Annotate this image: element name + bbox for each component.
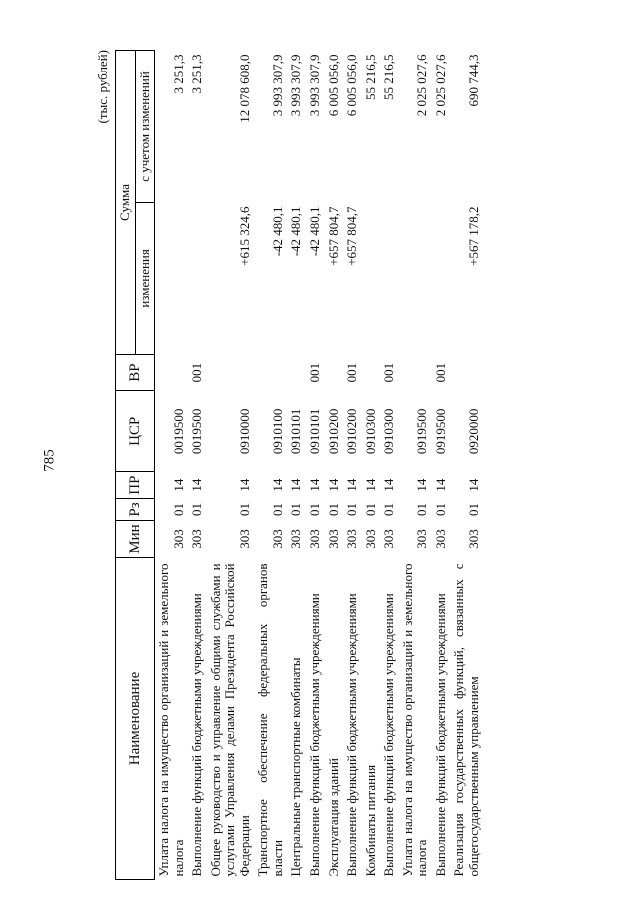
header-sum: Сумма bbox=[116, 51, 136, 355]
row-change bbox=[155, 202, 189, 354]
row-vr: 001 bbox=[189, 362, 205, 383]
row-change: -42 480,1 bbox=[288, 206, 304, 257]
row-change bbox=[380, 202, 399, 354]
row-rz: 01 bbox=[307, 502, 323, 516]
row-csr: 0910100 bbox=[269, 408, 285, 455]
row-rz: 01 bbox=[465, 502, 481, 516]
header-pr: ПР bbox=[116, 472, 155, 499]
row-vr bbox=[287, 354, 306, 390]
row-change: +615 324,6 bbox=[236, 206, 252, 266]
row-min: 303 bbox=[432, 529, 448, 549]
row-total: 3 251,3 bbox=[170, 54, 186, 94]
row-vr: 001 bbox=[307, 362, 323, 383]
row-min: 303 bbox=[170, 529, 186, 549]
row-rz: 01 bbox=[288, 502, 304, 516]
table-body bbox=[155, 51, 484, 880]
table-row bbox=[188, 51, 207, 880]
row-name: Выполнение функций бюджетными учреждениями bbox=[344, 593, 360, 877]
row-pr: 14 bbox=[189, 478, 205, 492]
row-vr bbox=[325, 354, 344, 390]
row-vr bbox=[399, 354, 432, 390]
row-rz: 01 bbox=[432, 502, 448, 516]
row-name: Общее руководство и управление общими службами и услугами Управления делами Президента Российской Федерации bbox=[207, 563, 252, 877]
row-pr: 14 bbox=[414, 478, 430, 492]
row-name: Комбинаты питания bbox=[362, 764, 378, 877]
row-total: 6 005 056,0 bbox=[325, 54, 341, 117]
row-csr: 0910101 bbox=[307, 408, 323, 455]
budget-table bbox=[115, 50, 483, 880]
row-min: 303 bbox=[189, 529, 205, 549]
row-vr: 001 bbox=[432, 362, 448, 383]
row-name: Уплата налога на имущество организаций и земельного налога bbox=[156, 563, 186, 877]
row-total: 2 025 027,6 bbox=[432, 54, 448, 117]
row-name: Реализация государственных функций, связанных с общегосударственным управлением bbox=[451, 563, 481, 877]
row-csr: 0910200 bbox=[344, 408, 360, 455]
row-csr: 0910300 bbox=[381, 408, 397, 455]
row-vr: 001 bbox=[381, 362, 397, 383]
row-change: +567 178,2 bbox=[465, 206, 481, 266]
table-row bbox=[450, 51, 483, 880]
row-total: 3 993 307,9 bbox=[288, 54, 304, 117]
row-name: Транспортное обеспечение федеральных органов власти bbox=[255, 563, 285, 877]
row-pr: 14 bbox=[325, 478, 341, 492]
row-csr: 0910000 bbox=[236, 408, 252, 455]
row-vr bbox=[207, 354, 255, 390]
row-rz: 01 bbox=[170, 502, 186, 516]
row-rz: 01 bbox=[362, 502, 378, 516]
units-label: (тыс. рублей) bbox=[95, 50, 110, 124]
rotated-page-content bbox=[95, 40, 600, 880]
row-change: -42 480,1 bbox=[307, 206, 323, 257]
row-pr: 14 bbox=[269, 478, 285, 492]
table-row bbox=[306, 51, 325, 880]
table-row bbox=[343, 51, 362, 880]
row-rz: 01 bbox=[414, 502, 430, 516]
row-csr: 0910101 bbox=[288, 408, 304, 455]
row-name: Центральные транспортные комбинаты bbox=[288, 657, 304, 877]
row-pr: 14 bbox=[170, 478, 186, 492]
row-change: +657 804,7 bbox=[344, 206, 360, 266]
row-name: Уплата налога на имущество организаций и земельного налога bbox=[399, 563, 430, 877]
row-min: 303 bbox=[344, 529, 360, 549]
table-row bbox=[287, 51, 306, 880]
table-row bbox=[155, 51, 189, 880]
row-total: 3 993 307,9 bbox=[307, 54, 323, 117]
row-pr: 14 bbox=[236, 478, 252, 492]
row-min: 303 bbox=[236, 529, 252, 549]
row-total: 55 216,5 bbox=[362, 54, 378, 100]
row-pr: 14 bbox=[432, 478, 448, 492]
table-row bbox=[325, 51, 344, 880]
row-min: 303 bbox=[288, 529, 304, 549]
row-vr bbox=[450, 354, 483, 390]
row-rz: 01 bbox=[325, 502, 341, 516]
header-change: изменения bbox=[135, 202, 155, 354]
row-min: 303 bbox=[362, 529, 378, 549]
header-rz: Рз bbox=[116, 498, 155, 520]
row-rz: 01 bbox=[344, 502, 360, 516]
row-csr: 0019500 bbox=[170, 408, 186, 455]
header-min: Мин bbox=[116, 521, 155, 558]
page-number: 785 bbox=[41, 449, 58, 472]
row-min: 303 bbox=[414, 529, 430, 549]
row-total: 3 993 307,9 bbox=[269, 54, 285, 117]
row-pr: 14 bbox=[307, 478, 323, 492]
row-min: 303 bbox=[307, 529, 323, 549]
row-change bbox=[432, 202, 451, 354]
row-csr: 0919500 bbox=[414, 408, 430, 455]
row-total: 12 078 608,0 bbox=[236, 54, 252, 123]
row-pr: 14 bbox=[381, 478, 397, 492]
row-csr: 0920000 bbox=[465, 408, 481, 455]
row-total: 6 005 056,0 bbox=[344, 54, 360, 117]
table-row bbox=[207, 51, 255, 880]
table-row bbox=[362, 51, 381, 880]
row-csr: 0919500 bbox=[432, 408, 448, 455]
row-vr: 001 bbox=[344, 362, 360, 383]
row-name: Выполнение функций бюджетными учреждениями bbox=[307, 593, 323, 877]
row-csr: 0910200 bbox=[325, 408, 341, 455]
row-name: Эксплуатация зданий bbox=[325, 758, 341, 877]
row-name: Выполнение функций бюджетными учреждениями bbox=[189, 593, 205, 877]
row-csr: 0910300 bbox=[362, 408, 378, 455]
row-min: 303 bbox=[269, 529, 285, 549]
row-total: 3 251,3 bbox=[189, 54, 205, 94]
row-vr bbox=[155, 354, 189, 390]
table-row bbox=[380, 51, 399, 880]
row-change bbox=[362, 202, 381, 354]
row-name: Выполнение функций бюджетными учреждениями bbox=[381, 593, 397, 877]
row-pr: 14 bbox=[465, 478, 481, 492]
row-min: 303 bbox=[465, 529, 481, 549]
row-change: +657 804,7 bbox=[325, 206, 341, 266]
row-total: 2 025 027,6 bbox=[414, 54, 430, 117]
header-csr: ЦСР bbox=[116, 391, 155, 472]
row-csr: 0019500 bbox=[189, 408, 205, 455]
row-total: 55 216,5 bbox=[381, 54, 397, 100]
row-rz: 01 bbox=[236, 502, 252, 516]
header-with-change: с учетом изменений bbox=[135, 51, 155, 203]
row-name: Выполнение функций бюджетными учреждениями bbox=[432, 593, 448, 877]
row-min: 303 bbox=[381, 529, 397, 549]
row-vr bbox=[254, 354, 287, 390]
table-row bbox=[254, 51, 287, 880]
table-row bbox=[399, 51, 432, 880]
row-min: 303 bbox=[325, 529, 341, 549]
row-vr bbox=[362, 354, 381, 390]
row-pr: 14 bbox=[288, 478, 304, 492]
row-pr: 14 bbox=[362, 478, 378, 492]
row-change: -42 480,1 bbox=[269, 206, 285, 257]
header-name: Наименование bbox=[116, 557, 155, 879]
row-change bbox=[188, 202, 207, 354]
row-pr: 14 bbox=[344, 478, 360, 492]
header-vr: ВР bbox=[116, 354, 155, 390]
row-rz: 01 bbox=[269, 502, 285, 516]
row-total: 690 744,3 bbox=[465, 54, 481, 107]
row-change bbox=[399, 202, 432, 354]
row-rz: 01 bbox=[189, 502, 205, 516]
table-row bbox=[432, 51, 451, 880]
row-rz: 01 bbox=[381, 502, 397, 516]
